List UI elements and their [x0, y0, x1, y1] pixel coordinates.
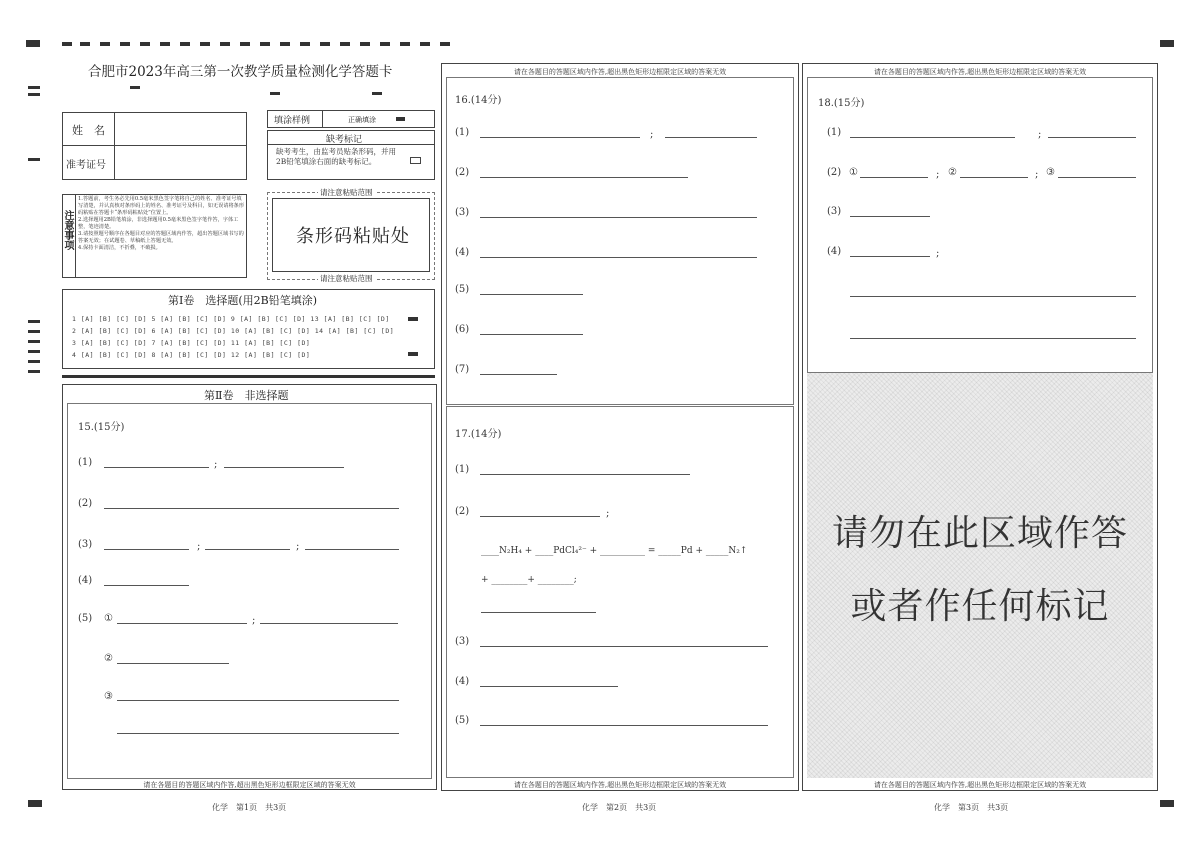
q15-answer-5-3b[interactable] — [117, 733, 399, 734]
q16-label-1: (1) — [455, 127, 470, 138]
q15-label-2: (2) — [78, 498, 93, 509]
q16-label-7: (7) — [455, 364, 470, 375]
q17-equation-line2[interactable]: + ________+ ________; — [481, 575, 577, 585]
q17-answer-3[interactable] — [480, 646, 768, 647]
q17-label-1: (1) — [455, 464, 470, 475]
q17-box — [446, 406, 794, 778]
q16-label-6: (6) — [455, 324, 470, 335]
page-footer-2: 化学 第2页 共3页 — [582, 803, 657, 812]
notes-item: 1.答题前，考生务必先用0.5毫米黑色签字笔将自己的姓名、准考证号填写清楚，并认真核对条形码上的姓名、准考证号及科目，如无误请将条形码粘贴在答题卡“条形码粘贴处”位置上。 — [78, 196, 245, 216]
notes-title: 注意事项 — [62, 210, 73, 250]
q17-answer-5[interactable] — [480, 725, 768, 726]
q17-answer-1[interactable] — [480, 474, 690, 475]
title-mark-2 — [270, 92, 280, 95]
notes-list — [78, 196, 244, 252]
q18-answer-4a[interactable] — [850, 256, 930, 257]
q15-answer-5-2[interactable] — [117, 663, 229, 664]
id-label: 准考证号 — [66, 160, 106, 171]
corner-mark-bottom-left — [28, 800, 42, 807]
q18-answer-4b[interactable] — [850, 296, 1136, 297]
choice-row[interactable]: 4 [A] [B] [C] [D] 8 [A] [B] [C] [D] 12 [A] [B] [C] [D] — [72, 351, 311, 359]
q18-answer-3[interactable] — [850, 216, 930, 217]
barcode-bottom-note: 请注意粘贴范围 — [320, 274, 373, 283]
absent-text: 缺考考生，由监考员贴条形码，并用2B铅笔填涂右面的缺考标记。 — [276, 147, 396, 166]
q15-answer-4[interactable] — [104, 585, 189, 586]
q17-answer-2[interactable] — [480, 516, 600, 517]
notes-divider — [75, 194, 76, 278]
q15-circle-1: ① — [104, 613, 113, 624]
q17-answer-4[interactable] — [480, 686, 618, 687]
q15-sep: ; — [197, 541, 201, 552]
q18-circle-2: ② — [948, 167, 957, 178]
name-label: 姓 名 — [72, 124, 105, 137]
q17-label-5: (5) — [455, 715, 470, 726]
q18-box — [807, 77, 1153, 373]
fill-sample-label: 填涂样例 — [274, 116, 311, 126]
q15-circle-3: ③ — [104, 691, 113, 702]
q16-answer-5[interactable] — [480, 294, 583, 295]
q16-answer-1a[interactable] — [480, 137, 640, 138]
corner-mark-top-left — [26, 40, 40, 47]
page-footer-1: 化学 第1页 共3页 — [212, 803, 287, 812]
q16-answer-2[interactable] — [480, 177, 688, 178]
q15-circle-2: ② — [104, 653, 113, 664]
q17-answer-2c[interactable] — [481, 612, 596, 613]
q16-label-5: (5) — [455, 284, 470, 295]
q18-answer-2-1[interactable] — [860, 177, 928, 178]
q18-answer-2-3[interactable] — [1058, 177, 1136, 178]
q17-sep: ; — [606, 508, 610, 519]
q15-answer-3a[interactable] — [104, 549, 189, 550]
section-separator — [62, 375, 435, 378]
absent-title-rule — [267, 144, 435, 145]
section2-title: 第Ⅱ卷 非选择题 — [204, 389, 289, 402]
title-mark-3 — [372, 92, 382, 95]
page-title: 合肥市2023年高三第一次教学质量检测化学答题卡 — [88, 64, 393, 80]
q16-head: 16.(14分) — [455, 95, 502, 106]
q18-sep: ; — [1038, 129, 1042, 140]
absent-checkbox[interactable] — [410, 157, 421, 164]
no-answer-text-2: 或者作任何标记 — [850, 586, 1110, 627]
q15-label-5: (5) — [78, 613, 93, 624]
q18-label-2: (2) — [827, 167, 842, 178]
corner-mark-bottom-right — [1160, 800, 1174, 807]
page-footer-3: 化学 第3页 共3页 — [934, 803, 1009, 812]
q15-sep: ; — [214, 459, 218, 470]
q18-answer-2-2[interactable] — [960, 177, 1028, 178]
info-divider-v — [114, 112, 115, 180]
q18-circle-1: ① — [849, 167, 858, 178]
q18-answer-4c[interactable] — [850, 338, 1136, 339]
choice-row[interactable]: 1 [A] [B] [C] [D] 5 [A] [B] [C] [D] 9 [A] [B] [C] [D] 13 [A] [B] [C] [D] — [72, 315, 390, 323]
q15-label-3: (3) — [78, 539, 93, 550]
q15-label-4: (4) — [78, 575, 93, 586]
page2-bottom-notice: 请在各题目的答题区域内作答,超出黑色矩形边框限定区域的答案无效 — [513, 781, 727, 789]
title-mark — [130, 86, 140, 89]
q18-answer-1b[interactable] — [1048, 137, 1136, 138]
choice-mark-2 — [408, 352, 418, 356]
barcode-top-note: 请注意粘贴范围 — [320, 188, 373, 197]
q18-sep: ; — [936, 248, 940, 259]
notes-item: 2.选择题用2B铅笔填涂，非选择题用0.5毫米黑色签字笔作答，字体工整，笔迹清楚。 — [78, 217, 239, 230]
q16-answer-4[interactable] — [480, 257, 757, 258]
choice-section-title: 第Ⅰ卷 选择题(用2B铅笔填涂) — [168, 294, 318, 307]
q15-inner — [67, 403, 432, 779]
choice-row[interactable]: 3 [A] [B] [C] [D] 7 [A] [B] [C] [D] 11 [A] [B] [C] [D] — [72, 339, 311, 347]
q18-label-4: (4) — [827, 246, 842, 257]
q15-answer-2[interactable] — [104, 508, 399, 509]
q16-label-2: (2) — [455, 167, 470, 178]
fill-sample-divider — [322, 110, 323, 128]
name-field[interactable] — [116, 114, 244, 144]
q15-answer-1b[interactable] — [224, 467, 344, 468]
q17-label-2: (2) — [455, 506, 470, 517]
notes-item: 4.保持卡面清洁，不折叠，不破损。 — [78, 245, 161, 251]
q17-head: 17.(14分) — [455, 429, 502, 440]
no-answer-text-1: 请勿在此区域作答 — [831, 513, 1128, 554]
q18-answer-1a[interactable] — [850, 137, 1015, 138]
no-answer-area — [807, 373, 1153, 778]
absent-title: 缺考标记 — [326, 135, 363, 145]
q18-label-3: (3) — [827, 206, 842, 217]
q15-head: 15.(15分) — [78, 422, 125, 433]
q16-answer-1b[interactable] — [665, 137, 757, 138]
q16-answer-3[interactable] — [480, 217, 757, 218]
q16-box — [446, 77, 794, 405]
q18-circle-3: ③ — [1046, 167, 1055, 178]
q18-sep: ; — [936, 169, 940, 180]
choice-mark-1 — [408, 317, 418, 321]
q15-answer-5-1b[interactable] — [260, 623, 398, 624]
q18-label-1: (1) — [827, 127, 842, 138]
q17-equation-line1[interactable]: ____N₂H₄ + ____PdCl₄²⁻ + __________ = _____Pd + _____N₂↑ — [481, 546, 748, 556]
q18-head: 18.(15分) — [818, 98, 865, 109]
choice-row[interactable]: 2 [A] [B] [C] [D] 6 [A] [B] [C] [D] 10 [A] [B] [C] [D] 14 [A] [B] [C] [D] — [72, 327, 395, 335]
q15-sep: ; — [296, 541, 300, 552]
id-field[interactable] — [116, 147, 244, 177]
q15-label-1: (1) — [78, 457, 93, 468]
q15-sep: ; — [252, 615, 256, 626]
page2-top-notice: 请在各题目的答题区域内作答,超出黑色矩形边框限定区域的答案无效 — [513, 68, 727, 76]
q15-answer-3c[interactable] — [305, 549, 399, 550]
q17-label-4: (4) — [455, 676, 470, 687]
info-divider-h — [62, 145, 247, 146]
q15-answer-5-1a[interactable] — [117, 623, 247, 624]
q16-sep: ; — [650, 129, 654, 140]
fill-sample-mark — [396, 117, 405, 121]
barcode-label: 条形码粘贴处 — [296, 226, 410, 247]
q16-answer-6[interactable] — [480, 334, 583, 335]
page3-bottom-notice: 请在各题目的答题区域内作答,超出黑色矩形边框限定区域的答案无效 — [873, 781, 1087, 789]
q16-label-3: (3) — [455, 207, 470, 218]
q17-label-3: (3) — [455, 636, 470, 647]
q16-answer-7[interactable] — [480, 374, 557, 375]
q15-answer-3b[interactable] — [205, 549, 290, 550]
q16-label-4: (4) — [455, 247, 470, 258]
notes-item: 3.请按照题号顺序在各题目对应的答题区域内作答，超出答题区域书写的答案无效；在试题卷、草稿纸上答题无效。 — [78, 231, 244, 244]
q15-answer-5-3a[interactable] — [117, 700, 399, 701]
q18-sep: ; — [1035, 169, 1039, 180]
q15-answer-1a[interactable] — [104, 467, 209, 468]
page3-top-notice: 请在各题目的答题区域内作答,超出黑色矩形边框限定区域的答案无效 — [873, 68, 1087, 76]
fill-sample-correct: 正确填涂 — [348, 116, 376, 124]
q15-area-notice: 请在各题目的答题区域内作答,超出黑色矩形边框限定区域的答案无效 — [143, 781, 356, 789]
corner-mark-top-right — [1160, 40, 1174, 47]
